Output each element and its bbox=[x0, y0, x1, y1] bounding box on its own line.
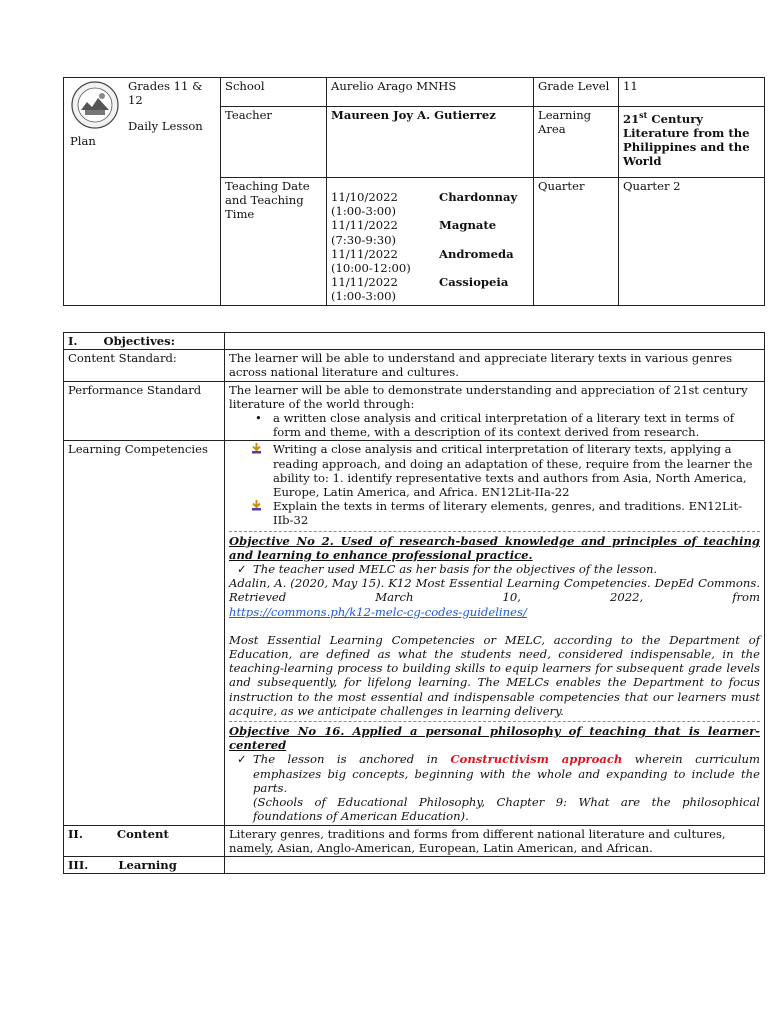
learning-heading: III. Learning bbox=[64, 856, 225, 873]
learning-area-value: 21st Century Literature from the Philippines and the World bbox=[619, 107, 765, 178]
schedule-cell bbox=[327, 178, 534, 306]
quarter-value: Quarter 2 bbox=[619, 178, 765, 306]
performance-standard-cell bbox=[225, 381, 765, 441]
grade-level-label: Grade Level bbox=[534, 78, 619, 107]
quarter-label: Quarter bbox=[534, 178, 619, 306]
schedule-row: 11/11/2022 (7:30-9:30) Magnate bbox=[331, 218, 497, 247]
competency-item: Writing a close analysis and critical interpretation of literary texts, applying a reading approach, and doing an adaptation of these, require from the learner the ability to: 1. identify representative texts and authors from Asia, North America, Europe, Latin America, and Africa. EN12Lit-IIa-22 bbox=[229, 442, 760, 499]
lesson-plan-header-table bbox=[63, 77, 765, 306]
objective-2-paragraph: Most Essential Learning Competencies or MELC, according to the Department of Education, are defined as what the students need, considered indispensable, in the teaching-learning process to building skills to equip learners for subsequent grade levels and subsequently, for lifelong learning. The MELCs enables the Department to focus instruction to the most essential and indispensable competencies that our learners must acquire, as we anticipate challenges in learning delivery. bbox=[229, 632, 760, 718]
teacher-value: Maureen Joy A. Gutierrez bbox=[327, 107, 534, 178]
checkmark-icon: ✓ bbox=[237, 562, 247, 577]
objective-16-reference: (Schools of Educational Philosophy, Chapter 9: What are the philosophical foundations of American Education). bbox=[253, 795, 760, 824]
objective-16-check-item: ✓ The lesson is anchored in Constructivism approach wherein curriculum emphasizes big concepts, beginning with the whole and expanding to include the parts. (Schools of Educational Philosophy, Chapter 9: What are the philosophical foundations of American Education). bbox=[237, 752, 760, 824]
learning-competencies-cell bbox=[225, 441, 765, 825]
bullet-icon: • bbox=[255, 411, 262, 426]
melc-reference-link[interactable]: https://commons.ph/k12-melc-cg-codes-guidelines/ bbox=[229, 604, 527, 619]
constructivism-emphasis: Constructivism approach bbox=[450, 752, 623, 767]
school-value: Aurelio Arago MNHS bbox=[327, 78, 534, 107]
content-standard-label: Content Standard: bbox=[64, 350, 225, 381]
grades-label: Grades 11 & 12 bbox=[128, 79, 203, 108]
arrow-bullet-icon bbox=[251, 500, 262, 511]
checkmark-icon: ✓ bbox=[237, 752, 247, 767]
school-label: School bbox=[221, 78, 327, 107]
schedule-row: 11/11/2022 (1:00-3:00) Cassiopeia bbox=[331, 275, 509, 304]
performance-standard-text: The learner will be able to demonstrate understanding and appreciation of 21st century literature of the world through: bbox=[229, 382, 748, 411]
content-text: Literary genres, traditions and forms from different national literature and cultures, namely, Asian, Anglo-American, European, Latin American, and African. bbox=[225, 825, 765, 856]
learning-area-label: Learning Area bbox=[534, 107, 619, 178]
daily-lesson-plan-label: Daily Lesson Plan bbox=[70, 119, 203, 148]
arrow-bullet-icon bbox=[251, 443, 262, 454]
header-title-cell bbox=[64, 78, 221, 306]
objectives-table bbox=[63, 332, 765, 874]
schedule-row: 11/10/2022 (1:00-3:00) Chardonnay bbox=[331, 190, 518, 219]
dashed-divider bbox=[229, 531, 760, 532]
grade-level-value: 11 bbox=[619, 78, 765, 107]
performance-bullet: • a written close analysis and critical interpretation of a literary text in terms of form and theme, with a description of its context derived from research. bbox=[255, 411, 735, 440]
content-heading: II. Content bbox=[64, 825, 225, 856]
teaching-date-label: Teaching Date and Teaching Time bbox=[221, 178, 327, 306]
schedule-row: 11/11/2022 (10:00-12:00) Andromeda bbox=[331, 246, 514, 276]
objective-16-title: Objective No 16. Applied a personal philosophy of teaching that is learner-centered bbox=[229, 724, 760, 753]
dashed-divider bbox=[229, 721, 760, 722]
objective-2-reference: Adalin, A. (2020, May 15). K12 Most Essential Learning Competencies. DepEd Commons. Retrieved March 10, 2022, from bbox=[229, 576, 760, 605]
objective-2-check-item: ✓ The teacher used MELC as her basis for the objectives of the lesson. bbox=[237, 562, 658, 577]
teacher-label: Teacher bbox=[221, 107, 327, 178]
content-standard-text: The learner will be able to understand and appreciate literary texts in various genres across national literature and cultures. bbox=[225, 350, 765, 381]
learning-competencies-label: Learning Competencies bbox=[64, 441, 225, 825]
objective-2-title: Objective No 2. Used of research-based knowledge and principles of teaching and learning to enhance professional practice. bbox=[229, 533, 760, 562]
objectives-heading: I. Objectives: bbox=[64, 333, 225, 350]
competency-item: Explain the texts in terms of literary elements, genres, and traditions. EN12Lit-IIb-32 bbox=[229, 499, 760, 527]
performance-standard-label: Performance Standard bbox=[64, 381, 225, 441]
